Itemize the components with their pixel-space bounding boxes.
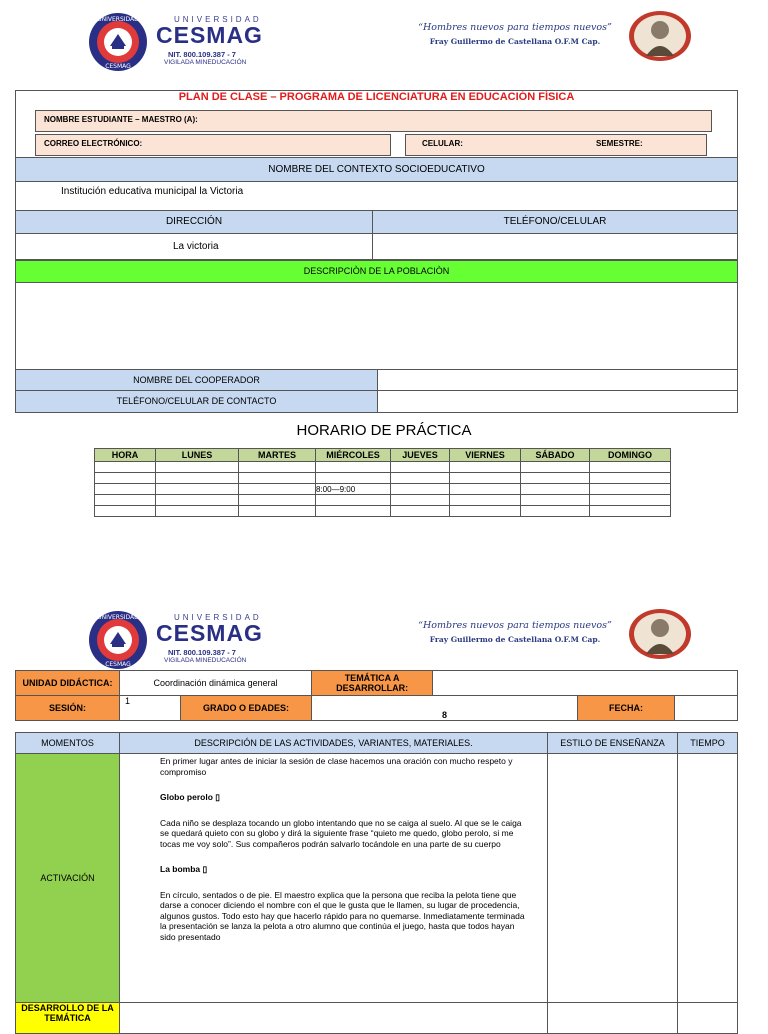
motto: “Hombres nuevos para tiempos nuevos” (418, 22, 612, 33)
activation-time[interactable] (678, 754, 738, 1003)
plan-title: PLAN DE CLASE – PROGRAMA DE LICENCIATURA EN EDUCACIÓN FÍSICA (178, 91, 575, 103)
schedule-row (95, 462, 671, 473)
schedule-row (95, 506, 671, 517)
game2-title: La bomba ▯ (160, 864, 208, 874)
schedule-cell[interactable] (521, 484, 590, 495)
svg-text:UNIVERSIDAD: UNIVERSIDAD (97, 16, 139, 23)
schedule-cell[interactable] (156, 495, 239, 506)
schedule-cell[interactable] (156, 473, 239, 484)
schedule-title: HORARIO DE PRÁCTICA (296, 422, 472, 439)
logo-university-word: UNIVERSIDAD (174, 613, 262, 622)
phone-semester-field[interactable] (405, 134, 707, 156)
email-field[interactable] (35, 134, 391, 156)
page-header (0, 0, 768, 80)
schedule-cell[interactable] (239, 462, 316, 473)
schedule-cell[interactable] (391, 495, 450, 506)
schedule-col-martes: MARTES (239, 449, 316, 462)
svg-text:UNIVERSIDAD: UNIVERSIDAD (97, 614, 139, 621)
schedule-row (95, 495, 671, 506)
address-header (15, 210, 373, 234)
development-time[interactable] (678, 1003, 738, 1034)
schedule-cell[interactable] (521, 473, 590, 484)
topic-label: TEMÁTICA A DESARROLLAR: (312, 671, 433, 696)
founder-portrait-icon (628, 608, 692, 660)
svg-text:CESMAG: CESMAG (105, 63, 131, 70)
schedule-cell[interactable] (95, 506, 156, 517)
schedule-cell[interactable] (239, 506, 316, 517)
date-value[interactable] (675, 696, 738, 721)
schedule-cell[interactable] (590, 484, 671, 495)
phone-header (372, 210, 738, 234)
schedule-cell[interactable] (521, 495, 590, 506)
motto-author: Fray Guillermo de Castellana O.F.M Cap. (429, 635, 601, 644)
schedule-cell[interactable] (450, 484, 521, 495)
motto: “Hombres nuevos para tiempos nuevos” (418, 620, 612, 631)
contact-phone-field[interactable] (377, 390, 738, 413)
logo-nit: NIT. 800.109.387 - 7 (168, 50, 236, 59)
intro-text: En primer lugar antes de iniciar la sesión de clase hacemos una oración con mucho respeto y compromiso (160, 756, 513, 777)
col-tiempo: TIEMPO (678, 733, 738, 754)
address-header-label: DIRECCIÓN (165, 216, 223, 227)
schedule-cell[interactable] (450, 473, 521, 484)
population-header-label: DESCRIPCIÒN DE LA POBLACIÒN (303, 266, 450, 276)
schedule-cell[interactable] (316, 473, 391, 484)
schedule-cell[interactable] (95, 484, 156, 495)
address-value: La victoria (173, 241, 219, 252)
schedule-cell[interactable] (590, 506, 671, 517)
activation-description[interactable] (120, 754, 548, 1003)
game1-title: Globo perolo ▯ (160, 792, 220, 802)
schedule-col-jueves: JUEVES (391, 449, 450, 462)
schedule-col-viernes: VIERNES (450, 449, 521, 462)
address-value-field[interactable] (15, 233, 373, 260)
schedule-cell[interactable] (316, 462, 391, 473)
schedule-cell[interactable] (95, 462, 156, 473)
unit-value[interactable]: Coordinación dinámica general (120, 671, 312, 696)
schedule-cell[interactable] (316, 506, 391, 517)
schedule-cell[interactable] (391, 462, 450, 473)
schedule-cell[interactable] (450, 462, 521, 473)
schedule-row (95, 484, 671, 495)
session-label: SESIÓN: (16, 696, 120, 721)
col-estilo: ESTILO DE ENSEÑANZA (548, 733, 678, 754)
schedule-cell[interactable] (316, 495, 391, 506)
schedule-col-hora: HORA (95, 449, 156, 462)
context-header-label: NOMBRE DEL CONTEXTO SOCIOEDUCATIVO (268, 164, 485, 175)
phone-value-field[interactable] (372, 233, 738, 260)
schedule-col-sabado: SÁBADO (521, 449, 590, 462)
topic-value[interactable] (433, 671, 738, 696)
schedule-cell[interactable] (391, 473, 450, 484)
cooperator-label-cell (15, 369, 378, 391)
schedule-cell[interactable] (590, 495, 671, 506)
schedule-cell[interactable] (239, 495, 316, 506)
context-value-field[interactable] (15, 181, 738, 211)
schedule-cell[interactable] (156, 462, 239, 473)
development-style[interactable] (548, 1003, 678, 1034)
schedule-cell[interactable] (521, 462, 590, 473)
page-header-2 (0, 598, 768, 678)
schedule-cell[interactable] (239, 484, 316, 495)
logo-university-name: CESMAG (156, 620, 263, 646)
development-description[interactable] (120, 1003, 548, 1034)
schedule-col-lunes: LUNES (156, 449, 239, 462)
logo-university-name: CESMAG (156, 22, 263, 48)
schedule-cell[interactable] (156, 484, 239, 495)
context-value: Institución educativa municipal la Victoria (61, 186, 244, 197)
schedule-cell[interactable] (590, 462, 671, 473)
schedule-cell[interactable] (590, 473, 671, 484)
schedule-cell[interactable] (450, 495, 521, 506)
logo-university-word: UNIVERSIDAD (174, 15, 262, 24)
development-label: DESARROLLO DE LA TEMÁTICA (16, 1003, 120, 1034)
schedule-cell[interactable] (156, 506, 239, 517)
student-name-field[interactable] (35, 110, 712, 132)
logo-vigilada: VIGILADA MINEDUCACIÓN (164, 59, 247, 66)
session-value[interactable]: 1 (120, 696, 181, 721)
founder-portrait-icon (628, 10, 692, 62)
university-seal-icon (88, 12, 148, 72)
context-header (15, 157, 738, 182)
logo-nit: NIT. 800.109.387 - 7 (168, 648, 236, 657)
grade-label: GRADO O EDADES: (181, 696, 312, 721)
activation-label: ACTIVACIÓN (16, 754, 120, 1003)
phone-label: CELULAR: (422, 139, 463, 148)
motto-author: Fray Guillermo de Castellana O.F.M Cap. (429, 37, 601, 46)
cooperator-field[interactable] (377, 369, 738, 391)
logo-vigilada: VIGILADA MINEDUCACIÓN (164, 657, 247, 664)
university-seal-icon (88, 610, 148, 670)
schedule-cell[interactable] (95, 473, 156, 484)
schedule-cell[interactable] (95, 495, 156, 506)
contact-phone-label-cell (15, 390, 378, 413)
schedule-row (95, 473, 671, 484)
game2-text: En círculo, sentados o de pie. El maestro explica que la persona que reciba la pelota tiene que darse a conocer diciendo el nombre con el que le gusta que le llamen, su lugar de procedencia, algunos gustos. Todo esto hay que hacerlo rápido para no quemarse. Inmediatamente terminada la presentación se lanza la pelota a otro alumno que continúa el juego, hasta que todos hayan sido presentado (160, 889, 525, 942)
schedule-cell-wednesday-time[interactable]: 8:00—9:00 (316, 484, 391, 495)
university-logo (88, 12, 288, 68)
activities-table (15, 732, 738, 1034)
grade-value[interactable]: 8 (312, 696, 578, 721)
session-table (15, 670, 738, 721)
activation-style[interactable] (548, 754, 678, 1003)
email-label: CORREO ELECTRÓNICO: (44, 139, 143, 148)
population-field[interactable] (15, 282, 738, 370)
date-label: FECHA: (578, 696, 675, 721)
semester-label: SEMESTRE: (596, 139, 643, 148)
schedule-col-miercoles: MIÉRCOLES (316, 449, 391, 462)
game1-text: Cada niño se desplaza tocando un globo intentando que no se caiga al suelo. Al que se le caiga se quedará quieto con su globo y dirá la siguiente frase “quieto me quedo, globo perolo, si me tocas me voy solo”. Sus compañeros podrán salvarlo tocándole en una parte de su cuerpo (160, 817, 522, 849)
population-header (15, 260, 738, 283)
cooperator-label: NOMBRE DEL COOPERADOR (133, 375, 260, 385)
schedule-header-row (95, 449, 671, 462)
schedule-cell[interactable] (521, 506, 590, 517)
col-momentos: MOMENTOS (16, 733, 120, 754)
schedule-cell[interactable] (391, 506, 450, 517)
schedule-cell[interactable] (391, 484, 450, 495)
student-name-label: NOMBRE ESTUDIANTE – MAESTRO (A): (44, 115, 198, 124)
phone-header-label: TELÉFONO/CELULAR (503, 216, 607, 227)
unit-label: UNIDAD DIDÁCTICA: (16, 671, 120, 696)
svg-text:CESMAG: CESMAG (105, 661, 131, 668)
schedule-cell[interactable] (239, 473, 316, 484)
col-descripcion: DESCRIPCIÓN DE LAS ACTIVIDADES, VARIANTES, MATERIALES. (120, 733, 548, 754)
contact-phone-label: TELÉFONO/CELULAR DE CONTACTO (116, 396, 277, 406)
schedule-cell[interactable] (450, 506, 521, 517)
university-logo (88, 610, 288, 666)
schedule-table (94, 448, 671, 517)
schedule-col-domingo: DOMINGO (590, 449, 671, 462)
